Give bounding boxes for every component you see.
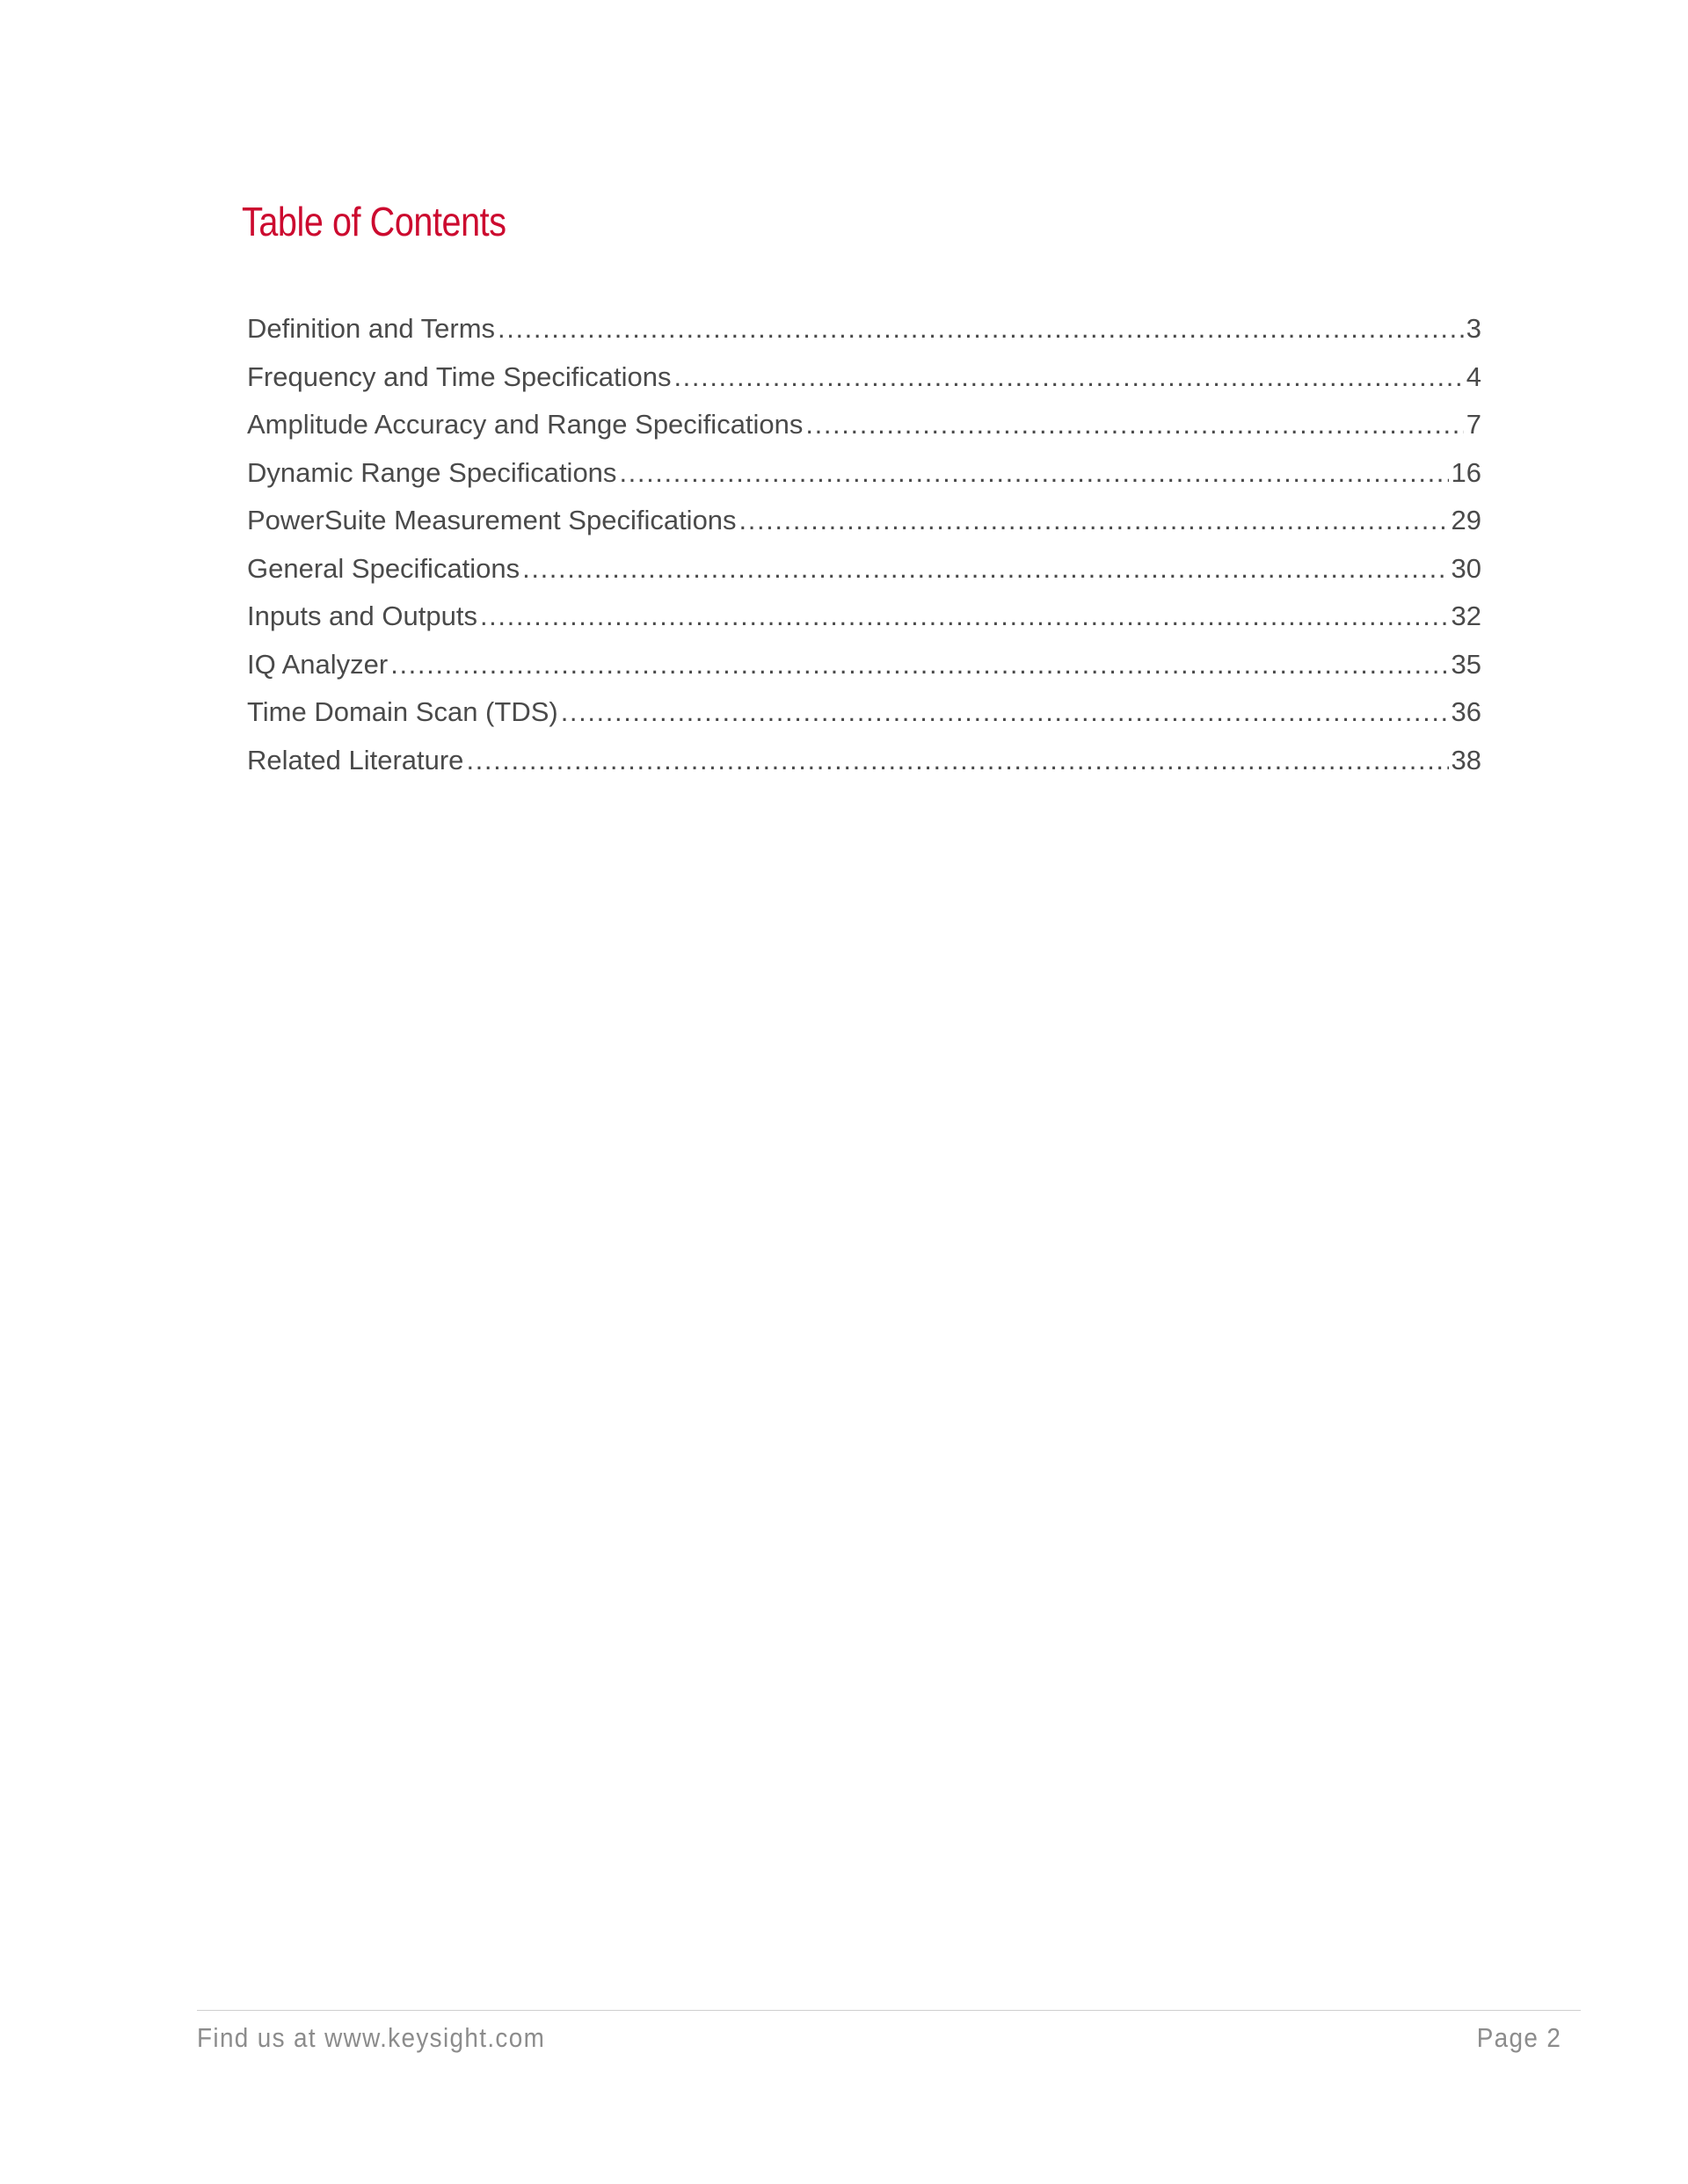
toc-dot-leader [390, 641, 1448, 688]
toc-entry-label: Dynamic Range Specifications [247, 456, 617, 488]
toc-entry-label: General Specifications [247, 552, 520, 584]
toc-dot-leader [498, 305, 1464, 353]
toc-entry-page: 30 [1451, 552, 1481, 584]
toc-dot-leader [480, 593, 1449, 640]
toc-dot-leader [805, 401, 1463, 448]
toc-entry-label: PowerSuite Measurement Specifications [247, 505, 737, 535]
toc-dot-leader [466, 737, 1448, 784]
toc-entry-page: 36 [1451, 696, 1481, 727]
toc-entry-page: 4 [1466, 360, 1481, 392]
toc-dot-leader [522, 545, 1448, 593]
toc-entry-page: 16 [1451, 456, 1481, 488]
toc-entry-label: Time Domain Scan (TDS) [247, 696, 558, 727]
toc-entry-inputs-and-outputs[interactable] [247, 593, 1481, 641]
toc-entry-amplitude-accuracy[interactable] [247, 401, 1481, 449]
toc-entry-powersuite[interactable] [247, 497, 1481, 545]
toc-list [247, 305, 1481, 784]
toc-entry-label: Related Literature [247, 744, 464, 775]
toc-dot-leader [561, 688, 1449, 736]
footer-website-text[interactable]: Find us at www.keysight.com [197, 2022, 546, 2053]
toc-entry-label: IQ Analyzer [247, 648, 389, 680]
toc-entry-general-specifications[interactable] [247, 545, 1481, 593]
toc-entry-frequency-and-time[interactable] [247, 353, 1481, 402]
toc-entry-page: 3 [1466, 313, 1481, 344]
toc-entry-page: 7 [1466, 409, 1481, 440]
footer-page-number: Page 2 [1476, 2022, 1561, 2053]
toc-entry-iq-analyzer[interactable] [247, 641, 1481, 689]
toc-entry-dynamic-range[interactable] [247, 449, 1481, 498]
toc-entry-page: 35 [1451, 648, 1481, 680]
toc-entry-page: 32 [1451, 601, 1481, 631]
toc-dot-leader [739, 497, 1449, 544]
toc-entry-page: 38 [1451, 744, 1481, 775]
footer-divider [197, 2010, 1581, 2011]
toc-entry-related-literature[interactable] [247, 737, 1481, 785]
toc-entry-definition-and-terms[interactable] [247, 305, 1481, 353]
toc-entry-time-domain-scan[interactable] [247, 688, 1481, 737]
toc-dot-leader [619, 449, 1448, 497]
toc-entry-label: Frequency and Time Specifications [247, 360, 672, 392]
toc-dot-leader [673, 353, 1463, 401]
toc-entry-label: Definition and Terms [247, 313, 496, 344]
toc-entry-page: 29 [1451, 505, 1481, 535]
toc-title: Table of Contents [242, 199, 506, 244]
toc-entry-label: Amplitude Accuracy and Range Specifications [247, 409, 804, 440]
toc-entry-label: Inputs and Outputs [247, 601, 477, 631]
